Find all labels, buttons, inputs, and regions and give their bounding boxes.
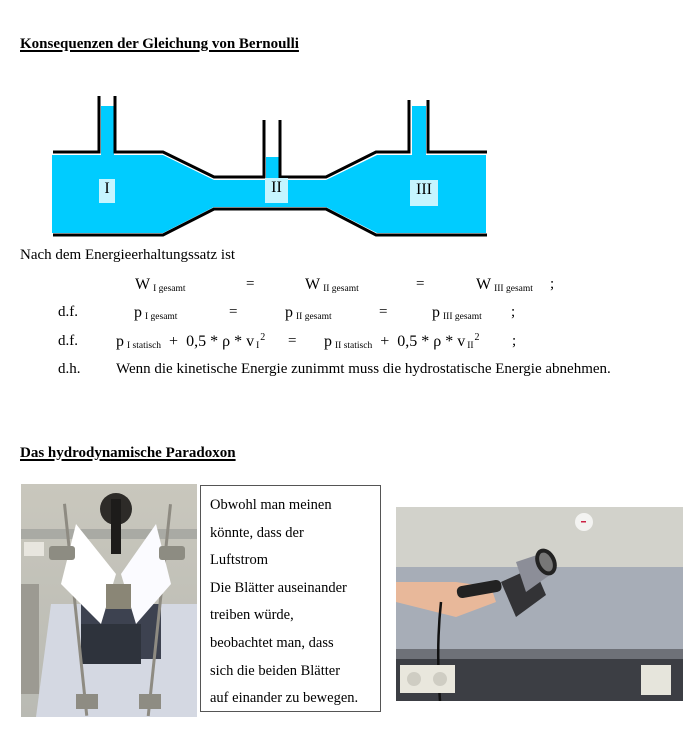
eq3-right-side: pII statisch + 0,5 * ρ * v $II^2$ <box>324 332 480 351</box>
hairdryer-ball-photo <box>396 507 683 701</box>
standpipe-fluid-1 <box>101 106 114 156</box>
eq3-left-side: p I statisch + 0,5 * ρ * v $I^2$ <box>116 332 266 351</box>
eq2-prefix: d.f. <box>58 304 78 320</box>
paradox-line: Obwohl man meinen <box>210 497 332 513</box>
eq3-semicolon: ; <box>512 333 517 349</box>
paradox-line: Luftstrom <box>210 552 268 569</box>
eq2-equals-2: = <box>379 304 388 320</box>
eq2-semicolon: ; <box>511 304 516 320</box>
eq3-prefix: d.f. <box>58 333 78 349</box>
paradox-line: sich die beiden Blätter <box>210 662 341 679</box>
standpipe-fluid-2 <box>266 157 279 181</box>
section-label-3: III <box>416 181 432 198</box>
experiment-photo-paper-sheets <box>21 484 197 717</box>
eq2-term-2: pII gesamt <box>285 304 332 322</box>
upper-wall <box>53 96 99 152</box>
section-heading-paradox: Das hydrodynamische Paradoxon <box>20 445 236 461</box>
eq2-term-3: pIII gesamt <box>432 304 482 322</box>
section-label-1: I <box>104 180 110 197</box>
section-heading-bernoulli: Konsequenzen der Gleichung von Bernoulli <box>20 36 299 52</box>
paradox-line: auf einander zu bewegen. <box>210 690 359 707</box>
eq2-term-1: p I gesamt <box>134 304 178 322</box>
paradox-line: treiben würde, <box>210 607 294 624</box>
conclusion-text: Wenn die kinetische Energie zunimmt muss die hydrostatische Energie abnehmen. <box>116 361 611 377</box>
intro-text: Nach dem Energieerhaltungssatz ist <box>20 247 236 263</box>
eq1-term-3: WIII gesamt <box>476 276 533 294</box>
eq1-equals-1: = <box>246 276 255 292</box>
paradox-explanation-box <box>200 485 381 712</box>
eq1-equals-2: = <box>416 276 425 292</box>
conclusion-prefix: d.h. <box>58 361 81 377</box>
section-label-2: II <box>271 179 282 196</box>
eq3-equals: = <box>288 333 297 349</box>
paradox-line: beobachtet man, dass <box>210 634 334 651</box>
standpipe-fluid-3 <box>412 106 426 156</box>
eq1-semicolon: ; <box>550 276 555 292</box>
eq1-term-2: WII gesamt <box>305 276 359 294</box>
venturi-tube-diagram <box>0 0 697 260</box>
paradox-line: Die Blätter auseinander <box>210 579 347 596</box>
eq1-term-1: W I gesamt <box>135 276 186 294</box>
paradox-line: könnte, dass der <box>210 524 304 541</box>
eq2-equals-1: = <box>229 304 238 320</box>
